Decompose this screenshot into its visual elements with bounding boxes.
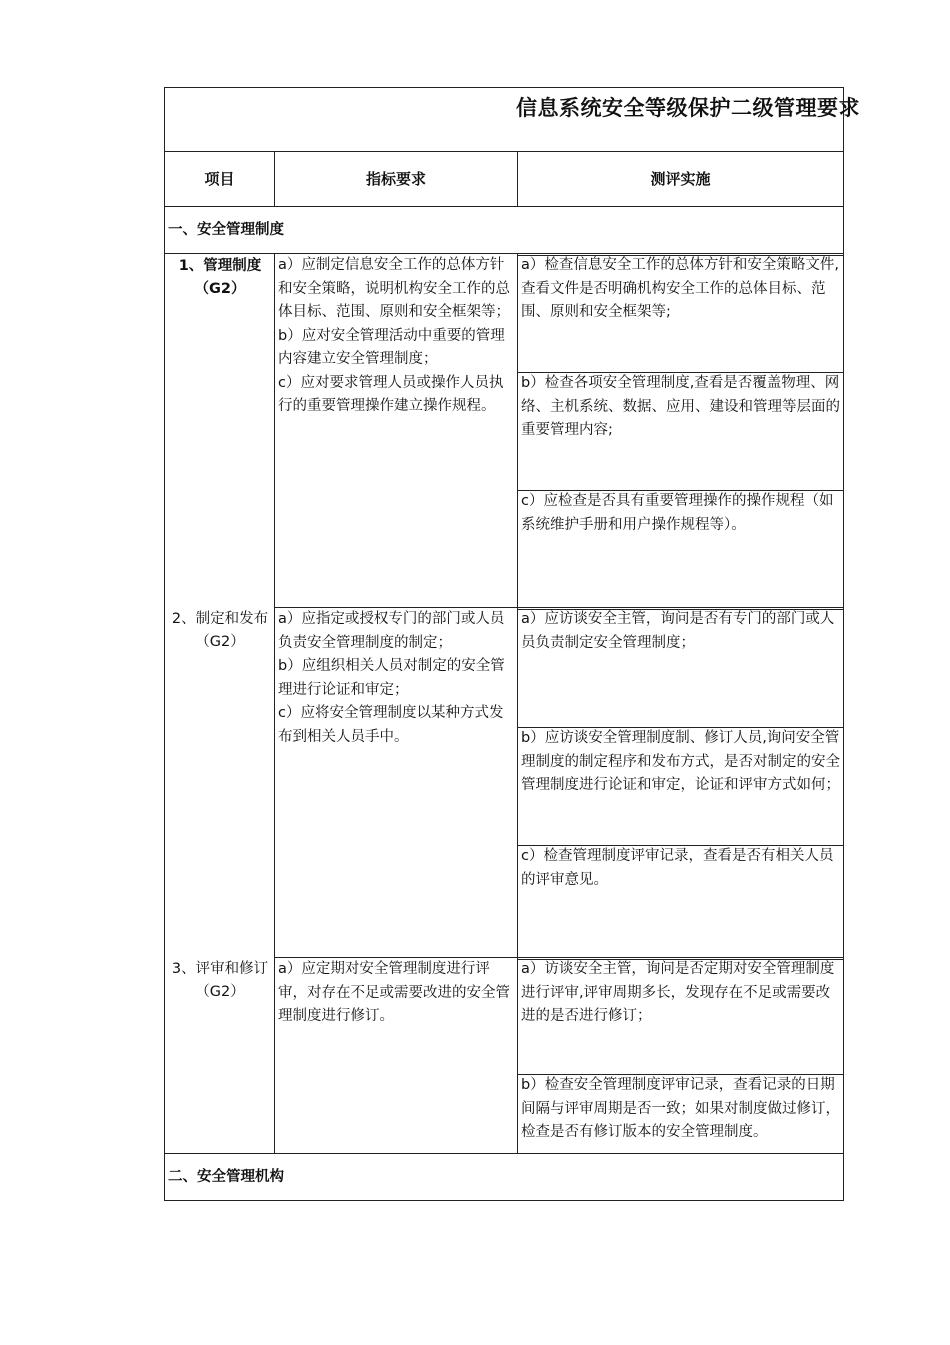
item-name: 3、评审和修订（G2） — [171, 961, 269, 1000]
requirement-text: a）应定期对安全管理制度进行评审，对存在不足或需要改进的安全管理制度进行修订。 — [278, 961, 510, 1024]
document-title: 信息系统安全等级保护二级管理要求 — [516, 96, 860, 120]
requirement-text: a）应制定信息安全工作的总体方针和安全策略，说明机构安全工作的总体目标、范围、原则和安全框架等； b）应对安全管理活动中重要的管理内容建立安全管理制度； c）应对要求管理人员或操作人员执行的重要管理操作建立操作规程。 — [278, 257, 510, 414]
evaluation-text: b）检查各项安全管理制度,查看是否覆盖物理、网络、主机系统、数据、应用、建设和管理等层面的重要管理内容; — [521, 375, 840, 438]
section-title: 二、安全管理机构 — [168, 1169, 284, 1185]
column-divider — [274, 253, 275, 1153]
evaluation-text: b）应访谈安全管理制度制、修订人员,询问安全管理制度的制定程序和发布方式，是否对制定的安全管理制度进行论证和审定，论证和评审方式如何； — [521, 730, 840, 793]
evaluation-text: c）检查管理制度评审记录，查看是否有相关人员的评审意见。 — [521, 848, 834, 888]
section-title: 一、安全管理制度 — [168, 222, 284, 238]
header-requirement: 指标要求 — [365, 170, 426, 188]
item-name: 1、管理制度（G2） — [178, 258, 262, 297]
evaluation-text: a）检查信息安全工作的总体方针和安全策略文件,查看文件是否明确机构安全工作的总体目标、范围、原则和安全框架等; — [521, 257, 839, 320]
column-divider — [517, 253, 518, 1153]
evaluation-text: a）应访谈安全主管，询问是否有专门的部门或人员负责制定安全管理制度； — [521, 611, 835, 651]
header-item: 项目 — [204, 170, 235, 188]
item-name: 2、制定和发布（G2） — [171, 611, 269, 650]
section-2-divider — [164, 1153, 844, 1154]
evaluation-text: a）访谈安全主管，询问是否定期对安全管理制度进行评审,评审周期多长，发现存在不足或需要改进的是否进行修订； — [521, 961, 835, 1024]
header-evaluation: 测评实施 — [650, 170, 711, 188]
header-row-divider — [164, 206, 844, 207]
evaluation-text: b）检查安全管理制度评审记录，查看记录的日期间隔与评审周期是否一致；如果对制度做过修订，检查是否有修订版本的安全管理制度。 — [521, 1077, 840, 1140]
evaluation-text: c）应检查是否具有重要管理操作的操作规程（如系统维护手册和用户操作规程等）。 — [521, 493, 834, 533]
requirement-text: a）应指定或授权专门的部门或人员负责安全管理制度的制定； b）应组织相关人员对制定的安全管理进行论证和审定； c）应将安全管理制度以某种方式发布到相关人员手中。 — [278, 611, 505, 745]
